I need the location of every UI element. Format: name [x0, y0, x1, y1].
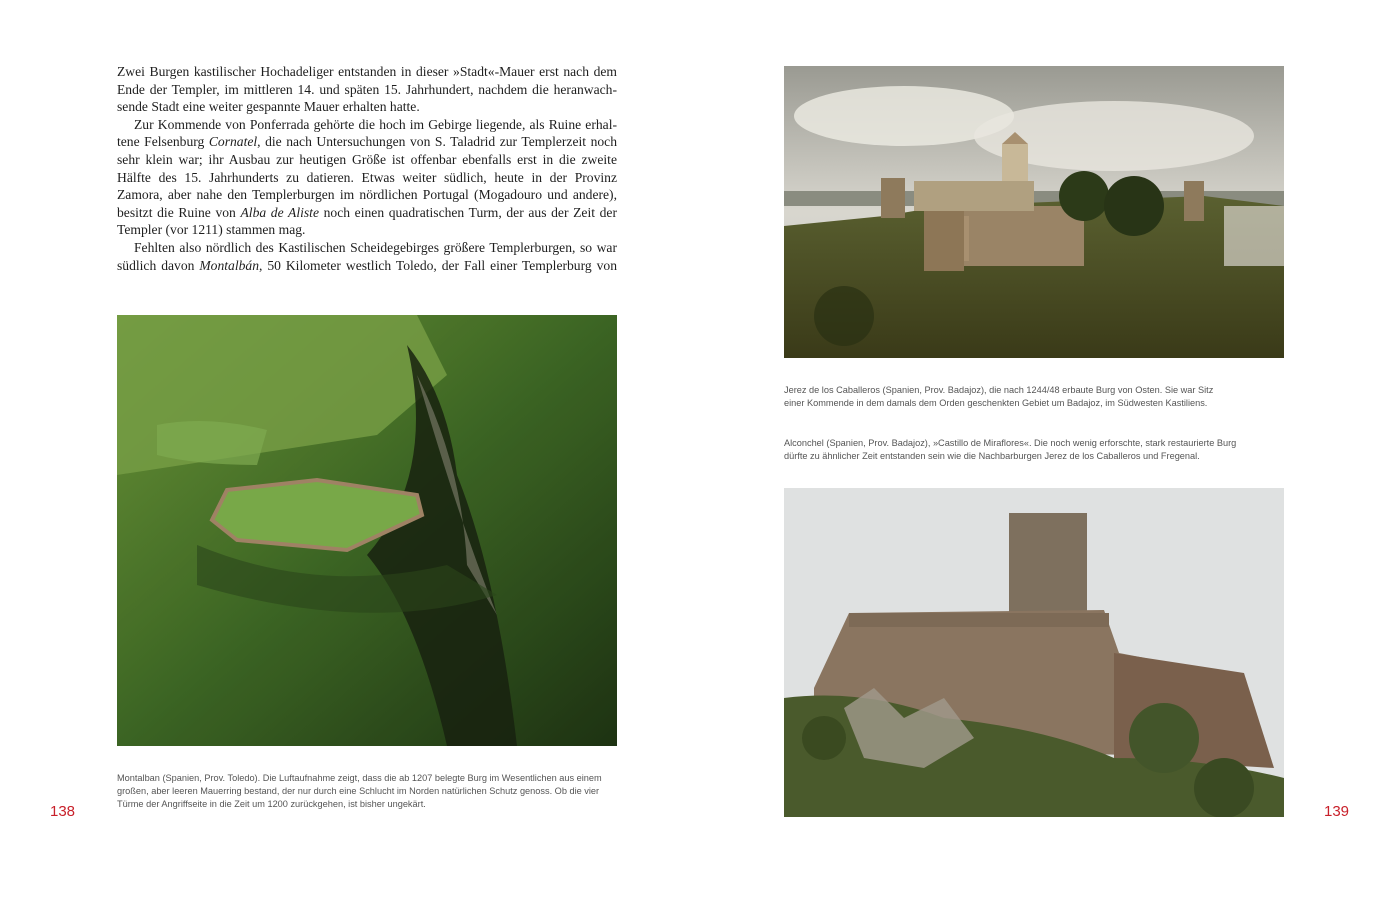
caption-line: Montalban (Spanien, Prov. Toledo). Die Luftaufnahme zeigt, dass die ab 1207 belegte Burg im Wesentlichen aus einem [117, 773, 602, 783]
text-line: tene Felsenburg Cornatel, die nach Untersuchungen von S. Taladrid zur Templerzeit noch [117, 134, 617, 150]
text-line: Fehlten also nördlich des Kastilischen Scheidegebirges größere Templerburgen, so war [134, 239, 617, 255]
text-line: Zwei Burgen kastilischer Hochadeliger entstanden in dieser »Stadt«-Mauer erst nach dem [117, 64, 617, 79]
text-line: sehr klein war; ihr Ausbau zur heutigen Größe ist offenbar ebenfalls erst in die zweite [117, 151, 617, 167]
caption-line: großen, aber leeren Mauerring bestand, der nur durch eine Schlucht im Norden natürlichen Schutz genoss. Ob die vier [117, 786, 600, 796]
text-line: Templer (vor 1211) stammen mag. [117, 222, 306, 238]
text-line: Hälfte des 15. Jahrhunderts zu datieren. Etwas weiter südlich, heute in der Provinz [117, 169, 617, 185]
photo-jerez-de-los-caballeros [784, 66, 1284, 358]
page-number-left: 138 [50, 803, 76, 820]
text-line: Zamora, aber nahe den Templerburgen im nördlichen Portugal (Mogadouro und andere), [117, 187, 617, 203]
caption-alconchel [784, 437, 1236, 463]
text-line: Ende der Templer, im mittleren 14. und späten 15. Jahrhundert, nachdem die heranwach- [117, 81, 617, 97]
text-line: besitzt die Ruine von Alba de Aliste noch einen quadratischen Turm, der aus der Zeit der [117, 204, 617, 220]
caption-line: Türme der Angriffseite in die Zeit um 1200 zurückgehen, ist bisher ungekärt. [117, 799, 426, 809]
caption-line: dürfte zu ähnlicher Zeit entstanden sein wie die Nachbarburgen Jerez de los Caballeros und Fregenal. [784, 451, 1200, 461]
photo-alconchel-castle [784, 488, 1284, 817]
text-line: Zur Kommende von Ponferrada gehörte die hoch im Gebirge liegende, als Ruine erhal- [134, 116, 617, 132]
body-text [117, 63, 617, 274]
text-line: sende Stadt eine weiter gespannte Mauer erhalten hatte. [117, 99, 420, 115]
caption-line: einer Kommende in dem damals dem Orden geschenkten Gebiet um Badajoz, im Südwesten Kastiliens. [784, 398, 1208, 408]
caption-line: Jerez de los Caballeros (Spanien, Prov. Badajoz), die nach 1244/48 erbaute Burg von Osten. Sie war Sitz [784, 385, 1214, 395]
page-number-right: 139 [1324, 803, 1350, 820]
photo-montalban-aerial [117, 315, 617, 746]
text-line: südlich davon Montalbán, 50 Kilometer westlich Toledo, der Fall einer Templerburg von [117, 257, 617, 273]
caption-jerez [784, 384, 1213, 410]
caption-line: Alconchel (Spanien, Prov. Badajoz), »Castillo de Miraflores«. Die noch wenig erforschte, stark restaurierte Burg [784, 438, 1237, 448]
caption-montalban [117, 772, 602, 811]
